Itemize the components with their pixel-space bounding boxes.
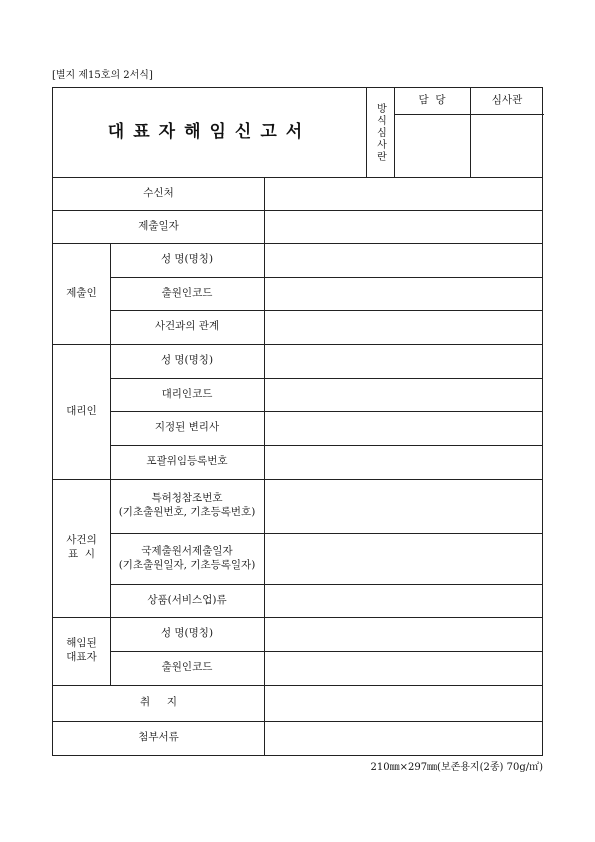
submission-date-label: 제출일자	[138, 219, 179, 232]
form-table	[52, 87, 543, 756]
rule	[53, 617, 542, 618]
case-ref-label	[110, 479, 264, 533]
agent-code-label: 대리인코드	[161, 387, 213, 400]
case-intl-date-field[interactable]	[264, 533, 544, 584]
case-intl-date-title: 국제출원서제출일자	[141, 544, 233, 557]
review-label-text: 방식심사란	[374, 102, 386, 163]
paper-spec: 210㎜×297㎜(보존용지(2종) 70g/㎡)	[370, 762, 543, 773]
agent-registration-field[interactable]	[264, 445, 544, 479]
recipient-field[interactable]	[264, 177, 544, 210]
recipient-label: 수신처	[143, 186, 174, 199]
form-code: [별지 제15호의 2서식]	[52, 70, 153, 81]
rule	[110, 277, 542, 278]
applicant-name-label: 성 명(명칭)	[160, 253, 214, 266]
case-intl-date-sub: (기초출원일자, 기초등록일자)	[118, 558, 256, 571]
case-goods-field[interactable]	[264, 584, 544, 617]
purpose-field[interactable]	[264, 685, 544, 721]
submission-date-field[interactable]	[264, 210, 544, 243]
rule	[53, 210, 542, 211]
rule	[53, 721, 542, 722]
rule	[394, 114, 544, 115]
purpose-label: 취 지	[140, 696, 177, 709]
rule	[470, 88, 471, 177]
review-examiner-sign-box[interactable]	[470, 114, 544, 177]
agent-name-field[interactable]	[264, 344, 544, 378]
attachments-label: 첨부서류	[138, 731, 179, 744]
rule	[53, 479, 542, 480]
rule	[366, 88, 367, 177]
dismissed-name-field[interactable]	[264, 617, 544, 651]
rule	[53, 344, 542, 345]
rule	[110, 584, 542, 585]
applicant-code-label: 출원인코드	[161, 286, 213, 299]
rule	[110, 411, 542, 412]
applicant-relation-field[interactable]	[264, 310, 544, 344]
attachments-field[interactable]	[264, 721, 544, 755]
applicant-code-field[interactable]	[264, 277, 544, 310]
form-title: 대표자해임신고서	[107, 122, 312, 143]
rule	[264, 177, 265, 755]
case-goods-label: 상품(서비스업)류	[147, 593, 227, 606]
rule	[110, 445, 542, 446]
rule	[110, 651, 542, 652]
applicant-name-field[interactable]	[264, 243, 544, 277]
review-examiner: 심사관	[491, 94, 523, 107]
case-ref-sub: (기초출원번호, 기초등록번호)	[118, 506, 256, 518]
case-intl-date-label	[110, 533, 264, 584]
rule	[110, 533, 542, 534]
agent-code-field[interactable]	[264, 378, 544, 411]
dismissed-group-line1: 해임된	[66, 637, 97, 650]
review-label	[366, 88, 394, 177]
agent-designated-label: 지정된 변리사	[154, 421, 220, 434]
agent-group-label: 대리인	[66, 404, 97, 417]
rule	[53, 177, 542, 178]
review-in-charge-sign-box[interactable]	[394, 114, 470, 177]
rule	[53, 243, 542, 244]
review-in-charge: 담 당	[418, 94, 446, 107]
rule	[110, 243, 111, 685]
agent-registration-label: 포괄위임등록번호	[146, 455, 228, 468]
case-group-line2: 표 시	[68, 548, 95, 560]
case-ref-title: 특허청참조번호	[151, 492, 223, 505]
applicant-group-label: 제출인	[66, 286, 97, 299]
rule	[394, 88, 395, 177]
case-group-line1: 사건의	[66, 534, 97, 547]
case-ref-field[interactable]	[264, 479, 544, 533]
dismissed-code-label: 출원인코드	[161, 661, 213, 674]
agent-designated-field[interactable]	[264, 411, 544, 445]
dismissed-group-line2: 대표자	[66, 651, 97, 663]
dismissed-group-label	[53, 617, 110, 685]
rule	[110, 310, 542, 311]
rule	[110, 378, 542, 379]
agent-name-label: 성 명(명칭)	[160, 354, 214, 367]
dismissed-code-field[interactable]	[264, 651, 544, 685]
rule	[53, 685, 542, 686]
applicant-relation-label: 사건과의 관계	[154, 320, 220, 333]
dismissed-name-label: 성 명(명칭)	[160, 627, 214, 640]
case-group-label	[53, 479, 110, 617]
